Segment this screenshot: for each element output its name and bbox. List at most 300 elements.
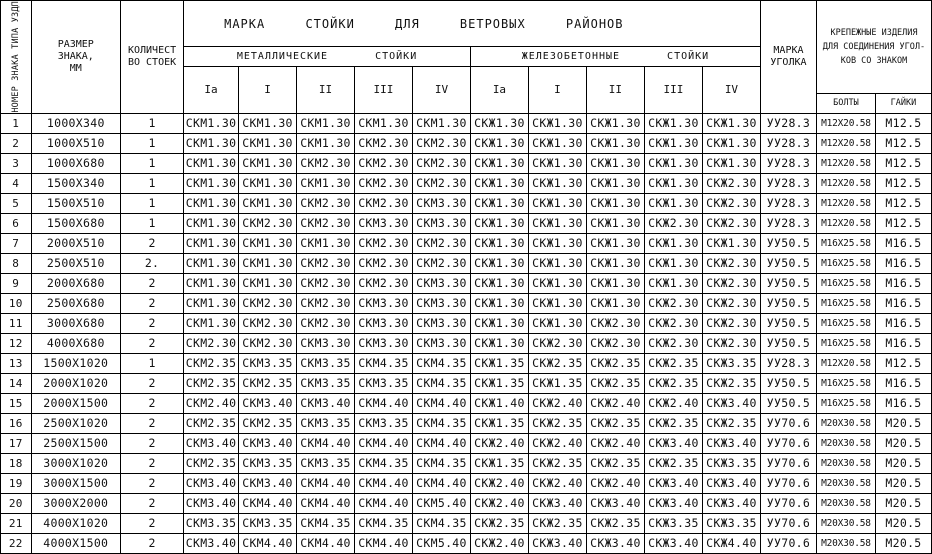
concrete-stand-cell: СКЖ2.30 bbox=[702, 293, 760, 313]
metal-stand-cell: СКМ3.40 bbox=[184, 493, 239, 513]
concrete-stand-cell: СКЖ1.30 bbox=[528, 313, 586, 333]
table-row bbox=[1, 493, 932, 513]
metal-stand-cell: СКМ2.30 bbox=[412, 133, 470, 153]
count-cell: 2 bbox=[121, 333, 184, 353]
concrete-stand-cell: СКЖ2.35 bbox=[702, 373, 760, 393]
concrete-stand-cell: СКЖ3.40 bbox=[528, 533, 586, 553]
angle-mark-cell: УУ70.6 bbox=[760, 413, 816, 433]
region-header-metal: III bbox=[354, 67, 412, 114]
concrete-stand-cell: СКЖ2.35 bbox=[586, 373, 644, 393]
count-cell: 2 bbox=[121, 373, 184, 393]
bolt-cell: М16Х25.58 bbox=[816, 233, 875, 253]
concrete-stand-cell: СКЖ1.30 bbox=[528, 193, 586, 213]
count-cell: 2 bbox=[121, 233, 184, 253]
angle-mark-cell: УУ70.6 bbox=[760, 493, 816, 513]
metal-stand-cell: СКМ4.35 bbox=[412, 513, 470, 533]
metal-stand-cell: СКМ2.30 bbox=[297, 273, 355, 293]
col-header-type-number-label: НОМЕР ЗНАКА ТИПА УЗДП bbox=[10, 1, 21, 113]
col-header-fasteners bbox=[816, 1, 931, 94]
size-cell: 3000X2000 bbox=[31, 493, 121, 513]
concrete-stand-cell: СКЖ2.35 bbox=[586, 513, 644, 533]
metal-stand-cell: СКМ2.30 bbox=[354, 153, 412, 173]
concrete-stand-cell: СКЖ2.40 bbox=[644, 393, 702, 413]
concrete-stand-cell: СКЖ1.30 bbox=[470, 193, 528, 213]
nut-cell: М12.5 bbox=[875, 353, 931, 373]
concrete-stand-cell: СКЖ1.30 bbox=[528, 253, 586, 273]
metal-stand-cell: СКМ4.40 bbox=[297, 433, 355, 453]
metal-stand-cell: СКМ4.40 bbox=[412, 393, 470, 413]
region-header-metal: II bbox=[297, 67, 355, 114]
concrete-stand-cell: СКЖ1.30 bbox=[470, 313, 528, 333]
type-number-cell: 12 bbox=[1, 333, 32, 353]
metal-stand-cell: СКМ2.30 bbox=[239, 213, 297, 233]
count-cell: 1 bbox=[121, 113, 184, 133]
type-number-cell: 10 bbox=[1, 293, 32, 313]
type-number-cell: 1 bbox=[1, 113, 32, 133]
metal-stand-cell: СКМ3.35 bbox=[297, 373, 355, 393]
metal-stand-cell: СКМ3.35 bbox=[354, 413, 412, 433]
col-header-size-line3: ММ bbox=[69, 62, 82, 74]
col-header-metal: МЕТАЛЛИЧЕСКИЕ СТОЙКИ bbox=[184, 47, 471, 67]
concrete-stand-cell: СКЖ1.30 bbox=[528, 213, 586, 233]
concrete-stand-cell: СКЖ2.40 bbox=[470, 493, 528, 513]
count-cell: 2 bbox=[121, 393, 184, 413]
angle-mark-cell: УУ50.5 bbox=[760, 313, 816, 333]
metal-stand-cell: СКМ1.30 bbox=[184, 113, 239, 133]
concrete-stand-cell: СКЖ1.30 bbox=[528, 293, 586, 313]
metal-stand-cell: СКМ1.30 bbox=[184, 253, 239, 273]
metal-stand-cell: СКМ2.30 bbox=[354, 193, 412, 213]
col-header-stand-mark: МАРКА СТОЙКИ ДЛЯ ВЕТРОВЫХ РАЙОНОВ bbox=[184, 1, 761, 47]
count-cell: 2 bbox=[121, 293, 184, 313]
concrete-stand-cell: СКЖ3.40 bbox=[528, 493, 586, 513]
bolt-cell: М12Х20.58 bbox=[816, 113, 875, 133]
nut-cell: М12.5 bbox=[875, 173, 931, 193]
concrete-stand-cell: СКЖ2.35 bbox=[586, 353, 644, 373]
angle-mark-cell: УУ28.3 bbox=[760, 213, 816, 233]
concrete-stand-cell: СКЖ2.40 bbox=[470, 433, 528, 453]
metal-stand-cell: СКМ2.35 bbox=[239, 373, 297, 393]
metal-stand-cell: СКМ1.30 bbox=[239, 273, 297, 293]
angle-mark-cell: УУ28.3 bbox=[760, 353, 816, 373]
concrete-stand-cell: СКЖ4.40 bbox=[702, 533, 760, 553]
count-cell: 1 bbox=[121, 173, 184, 193]
concrete-stand-cell: СКЖ1.30 bbox=[470, 133, 528, 153]
nut-cell: М12.5 bbox=[875, 193, 931, 213]
metal-stand-cell: СКМ1.30 bbox=[239, 113, 297, 133]
metal-stand-cell: СКМ2.30 bbox=[412, 253, 470, 273]
concrete-stand-cell: СКЖ1.35 bbox=[470, 353, 528, 373]
type-number-cell: 20 bbox=[1, 493, 32, 513]
bolt-cell: М12Х20.58 bbox=[816, 173, 875, 193]
metal-stand-cell: СКМ2.30 bbox=[239, 293, 297, 313]
metal-stand-cell: СКМ3.40 bbox=[184, 473, 239, 493]
concrete-stand-cell: СКЖ2.30 bbox=[644, 213, 702, 233]
count-cell: 1 bbox=[121, 153, 184, 173]
concrete-stand-cell: СКЖ2.40 bbox=[528, 473, 586, 493]
concrete-stand-cell: СКЖ1.30 bbox=[470, 173, 528, 193]
metal-stand-cell: СКМ1.30 bbox=[184, 313, 239, 333]
concrete-stand-cell: СКЖ1.30 bbox=[586, 253, 644, 273]
angle-mark-cell: УУ50.5 bbox=[760, 273, 816, 293]
metal-stand-cell: СКМ2.30 bbox=[239, 313, 297, 333]
bolt-cell: М16Х25.58 bbox=[816, 253, 875, 273]
concrete-stand-cell: СКЖ1.30 bbox=[586, 173, 644, 193]
concrete-stand-cell: СКЖ1.30 bbox=[470, 213, 528, 233]
metal-stand-cell: СКМ3.30 bbox=[297, 333, 355, 353]
size-cell: 2000X1020 bbox=[31, 373, 121, 393]
metal-stand-cell: СКМ3.30 bbox=[412, 333, 470, 353]
count-cell: 2 bbox=[121, 533, 184, 553]
concrete-stand-cell: СКЖ1.30 bbox=[528, 173, 586, 193]
col-header-size bbox=[31, 1, 121, 114]
region-header-concrete: III bbox=[644, 67, 702, 114]
concrete-stand-cell: СКЖ1.30 bbox=[586, 193, 644, 213]
concrete-stand-cell: СКЖ2.35 bbox=[528, 353, 586, 373]
type-number-cell: 14 bbox=[1, 373, 32, 393]
count-cell: 2 bbox=[121, 433, 184, 453]
metal-stand-cell: СКМ2.30 bbox=[297, 253, 355, 273]
concrete-stand-cell: СКЖ1.30 bbox=[644, 273, 702, 293]
metal-stand-cell: СКМ3.35 bbox=[239, 353, 297, 373]
concrete-stand-cell: СКЖ2.30 bbox=[644, 293, 702, 313]
metal-stand-cell: СКМ3.30 bbox=[354, 293, 412, 313]
type-number-cell: 4 bbox=[1, 173, 32, 193]
metal-stand-cell: СКМ3.40 bbox=[297, 393, 355, 413]
metal-stand-cell: СКМ4.40 bbox=[354, 473, 412, 493]
type-number-cell: 13 bbox=[1, 353, 32, 373]
nut-cell: М16.5 bbox=[875, 333, 931, 353]
angle-mark-cell: УУ70.6 bbox=[760, 453, 816, 473]
size-cell: 2000X1500 bbox=[31, 393, 121, 413]
concrete-stand-cell: СКЖ2.30 bbox=[702, 213, 760, 233]
metal-stand-cell: СКМ1.30 bbox=[184, 173, 239, 193]
col-header-fasteners-line1: КРЕПЕЖНЫЕ ИЗДЕЛИЯ bbox=[830, 27, 918, 38]
concrete-stand-cell: СКЖ1.30 bbox=[470, 273, 528, 293]
concrete-stand-cell: СКЖ3.40 bbox=[702, 473, 760, 493]
region-header-concrete: II bbox=[586, 67, 644, 114]
count-cell: 2 bbox=[121, 473, 184, 493]
concrete-stand-cell: СКЖ2.40 bbox=[586, 393, 644, 413]
table-row bbox=[1, 213, 932, 233]
table-row bbox=[1, 533, 932, 553]
concrete-stand-cell: СКЖ2.30 bbox=[702, 193, 760, 213]
metal-stand-cell: СКМ1.30 bbox=[184, 153, 239, 173]
size-cell: 2500X680 bbox=[31, 293, 121, 313]
region-header-metal: IV bbox=[412, 67, 470, 114]
type-number-cell: 8 bbox=[1, 253, 32, 273]
nut-cell: М16.5 bbox=[875, 273, 931, 293]
metal-stand-cell: СКМ3.35 bbox=[297, 353, 355, 373]
metal-stand-cell: СКМ2.30 bbox=[412, 153, 470, 173]
size-cell: 4000X1020 bbox=[31, 513, 121, 533]
metal-stand-cell: СКМ3.40 bbox=[239, 473, 297, 493]
count-cell: 1 bbox=[121, 353, 184, 373]
metal-stand-cell: СКМ4.40 bbox=[354, 393, 412, 413]
metal-stand-cell: СКМ2.35 bbox=[184, 453, 239, 473]
col-header-size-line2: ЗНАКА, bbox=[57, 50, 94, 62]
concrete-stand-cell: СКЖ2.35 bbox=[702, 413, 760, 433]
concrete-stand-cell: СКЖ3.35 bbox=[644, 513, 702, 533]
size-cell: 2000X510 bbox=[31, 233, 121, 253]
table-row bbox=[1, 133, 932, 153]
metal-stand-cell: СКМ2.30 bbox=[412, 173, 470, 193]
angle-mark-cell: УУ28.3 bbox=[760, 173, 816, 193]
metal-stand-cell: СКМ2.30 bbox=[354, 233, 412, 253]
concrete-stand-cell: СКЖ1.30 bbox=[586, 113, 644, 133]
metal-stand-cell: СКМ4.40 bbox=[297, 493, 355, 513]
metal-stand-cell: СКМ2.30 bbox=[297, 153, 355, 173]
concrete-stand-cell: СКЖ1.35 bbox=[470, 413, 528, 433]
concrete-stand-cell: СКЖ3.40 bbox=[702, 433, 760, 453]
concrete-stand-cell: СКЖ1.30 bbox=[644, 113, 702, 133]
angle-mark-cell: УУ50.5 bbox=[760, 233, 816, 253]
size-cell: 1000X510 bbox=[31, 133, 121, 153]
concrete-stand-cell: СКЖ2.40 bbox=[470, 473, 528, 493]
col-header-concrete: ЖЕЛЕЗОБЕТОННЫЕ СТОЙКИ bbox=[470, 47, 760, 67]
type-number-cell: 22 bbox=[1, 533, 32, 553]
concrete-stand-cell: СКЖ1.30 bbox=[702, 233, 760, 253]
metal-stand-cell: СКМ1.30 bbox=[239, 153, 297, 173]
concrete-stand-cell: СКЖ1.30 bbox=[586, 273, 644, 293]
concrete-stand-cell: СКЖ1.30 bbox=[470, 293, 528, 313]
nut-cell: М20.5 bbox=[875, 413, 931, 433]
concrete-stand-cell: СКЖ2.30 bbox=[644, 313, 702, 333]
table-row bbox=[1, 153, 932, 173]
metal-stand-cell: СКМ5.40 bbox=[412, 533, 470, 553]
metal-stand-cell: СКМ3.30 bbox=[412, 193, 470, 213]
bolt-cell: М12Х20.58 bbox=[816, 153, 875, 173]
concrete-stand-cell: СКЖ2.30 bbox=[586, 313, 644, 333]
concrete-stand-cell: СКЖ1.30 bbox=[644, 153, 702, 173]
concrete-stand-cell: СКЖ2.35 bbox=[528, 413, 586, 433]
metal-stand-cell: СКМ3.30 bbox=[412, 313, 470, 333]
metal-stand-cell: СКМ3.35 bbox=[184, 513, 239, 533]
metal-stand-cell: СКМ2.30 bbox=[297, 213, 355, 233]
metal-stand-cell: СКМ2.30 bbox=[239, 333, 297, 353]
angle-mark-cell: УУ50.5 bbox=[760, 393, 816, 413]
bolt-cell: М16Х25.58 bbox=[816, 373, 875, 393]
col-header-angle-mark bbox=[760, 1, 816, 114]
metal-stand-cell: СКМ4.40 bbox=[354, 433, 412, 453]
nut-cell: М20.5 bbox=[875, 433, 931, 453]
concrete-stand-cell: СКЖ1.35 bbox=[470, 373, 528, 393]
size-cell: 2000X680 bbox=[31, 273, 121, 293]
bolt-cell: М20Х30.58 bbox=[816, 513, 875, 533]
size-cell: 3000X1020 bbox=[31, 453, 121, 473]
metal-stand-cell: СКМ4.35 bbox=[354, 453, 412, 473]
count-cell: 2 bbox=[121, 493, 184, 513]
angle-mark-cell: УУ50.5 bbox=[760, 373, 816, 393]
metal-stand-cell: СКМ3.35 bbox=[239, 453, 297, 473]
col-header-fasteners-line3: КОВ СО ЗНАКОМ bbox=[840, 55, 908, 66]
concrete-stand-cell: СКЖ2.35 bbox=[470, 513, 528, 533]
table-row bbox=[1, 433, 932, 453]
metal-stand-cell: СКМ4.35 bbox=[354, 513, 412, 533]
count-cell: 2 bbox=[121, 313, 184, 333]
table-row bbox=[1, 233, 932, 253]
nut-cell: М20.5 bbox=[875, 493, 931, 513]
type-number-cell: 11 bbox=[1, 313, 32, 333]
metal-stand-cell: СКМ2.30 bbox=[297, 193, 355, 213]
metal-stand-cell: СКМ1.30 bbox=[184, 293, 239, 313]
concrete-stand-cell: СКЖ1.30 bbox=[528, 113, 586, 133]
size-cell: 2500X510 bbox=[31, 253, 121, 273]
concrete-stand-cell: СКЖ1.30 bbox=[702, 153, 760, 173]
concrete-stand-cell: СКЖ1.30 bbox=[586, 153, 644, 173]
metal-stand-cell: СКМ3.30 bbox=[354, 313, 412, 333]
count-cell: 2 bbox=[121, 453, 184, 473]
type-number-cell: 18 bbox=[1, 453, 32, 473]
concrete-stand-cell: СКЖ2.30 bbox=[702, 333, 760, 353]
count-cell: 1 bbox=[121, 133, 184, 153]
col-header-angle-mark-line2: УГОЛКА bbox=[770, 56, 807, 68]
concrete-stand-cell: СКЖ1.30 bbox=[702, 133, 760, 153]
region-header-concrete: Iа bbox=[470, 67, 528, 114]
nut-cell: М16.5 bbox=[875, 373, 931, 393]
concrete-stand-cell: СКЖ1.30 bbox=[644, 233, 702, 253]
concrete-stand-cell: СКЖ1.30 bbox=[528, 133, 586, 153]
metal-stand-cell: СКМ4.35 bbox=[412, 373, 470, 393]
metal-stand-cell: СКМ2.40 bbox=[184, 393, 239, 413]
nut-cell: М16.5 bbox=[875, 253, 931, 273]
metal-stand-cell: СКМ2.30 bbox=[354, 133, 412, 153]
nut-cell: М20.5 bbox=[875, 453, 931, 473]
nut-cell: М12.5 bbox=[875, 113, 931, 133]
angle-mark-cell: УУ28.3 bbox=[760, 153, 816, 173]
concrete-stand-cell: СКЖ1.30 bbox=[470, 253, 528, 273]
size-cell: 3000X680 bbox=[31, 313, 121, 333]
col-header-size-line1: РАЗМЕР bbox=[57, 38, 94, 50]
table-row bbox=[1, 273, 932, 293]
metal-stand-cell: СКМ1.30 bbox=[239, 173, 297, 193]
concrete-stand-cell: СКЖ1.30 bbox=[586, 133, 644, 153]
size-cell: 1500X510 bbox=[31, 193, 121, 213]
angle-mark-cell: УУ50.5 bbox=[760, 253, 816, 273]
angle-mark-cell: УУ28.3 bbox=[760, 113, 816, 133]
metal-stand-cell: СКМ3.35 bbox=[239, 513, 297, 533]
metal-stand-cell: СКМ4.35 bbox=[412, 413, 470, 433]
concrete-stand-cell: СКЖ3.40 bbox=[586, 493, 644, 513]
type-number-cell: 6 bbox=[1, 213, 32, 233]
angle-mark-cell: УУ70.6 bbox=[760, 533, 816, 553]
concrete-stand-cell: СКЖ2.40 bbox=[586, 433, 644, 453]
size-cell: 1500X1020 bbox=[31, 353, 121, 373]
metal-stand-cell: СКМ2.30 bbox=[412, 233, 470, 253]
count-cell: 1 bbox=[121, 213, 184, 233]
count-cell: 2 bbox=[121, 413, 184, 433]
metal-stand-cell: СКМ4.40 bbox=[239, 533, 297, 553]
metal-stand-cell: СКМ3.40 bbox=[184, 533, 239, 553]
metal-stand-cell: СКМ1.30 bbox=[412, 113, 470, 133]
concrete-stand-cell: СКЖ1.30 bbox=[586, 233, 644, 253]
table-row bbox=[1, 293, 932, 313]
angle-mark-cell: УУ70.6 bbox=[760, 473, 816, 493]
concrete-stand-cell: СКЖ3.35 bbox=[702, 353, 760, 373]
metal-stand-cell: СКМ1.30 bbox=[184, 193, 239, 213]
nut-cell: М12.5 bbox=[875, 213, 931, 233]
bolt-cell: М16Х25.58 bbox=[816, 393, 875, 413]
nut-cell: М20.5 bbox=[875, 513, 931, 533]
bolt-cell: М20Х30.58 bbox=[816, 453, 875, 473]
concrete-stand-cell: СКЖ3.35 bbox=[702, 513, 760, 533]
metal-stand-cell: СКМ4.35 bbox=[412, 353, 470, 373]
metal-stand-cell: СКМ4.40 bbox=[412, 433, 470, 453]
col-header-fasteners-line2: ДЛЯ СОЕДИНЕНИЯ УГОЛ- bbox=[822, 41, 926, 52]
metal-stand-cell: СКМ4.35 bbox=[412, 453, 470, 473]
concrete-stand-cell: СКЖ2.30 bbox=[702, 173, 760, 193]
type-number-cell: 21 bbox=[1, 513, 32, 533]
metal-stand-cell: СКМ2.35 bbox=[184, 353, 239, 373]
bolt-cell: М16Х25.58 bbox=[816, 273, 875, 293]
bolt-cell: М12Х20.58 bbox=[816, 213, 875, 233]
region-header-concrete: IV bbox=[702, 67, 760, 114]
size-cell: 2500X1020 bbox=[31, 413, 121, 433]
type-number-cell: 2 bbox=[1, 133, 32, 153]
concrete-stand-cell: СКЖ2.30 bbox=[528, 333, 586, 353]
metal-stand-cell: СКМ1.30 bbox=[239, 253, 297, 273]
metal-stand-cell: СКМ4.40 bbox=[354, 493, 412, 513]
concrete-stand-cell: СКЖ1.30 bbox=[644, 193, 702, 213]
concrete-stand-cell: СКЖ1.30 bbox=[586, 213, 644, 233]
metal-stand-cell: СКМ1.30 bbox=[297, 173, 355, 193]
metal-stand-cell: СКМ3.35 bbox=[354, 373, 412, 393]
type-number-cell: 15 bbox=[1, 393, 32, 413]
concrete-stand-cell: СКЖ3.40 bbox=[644, 493, 702, 513]
concrete-stand-cell: СКЖ1.30 bbox=[644, 253, 702, 273]
table-row bbox=[1, 353, 932, 373]
nut-cell: М16.5 bbox=[875, 393, 931, 413]
concrete-stand-cell: СКЖ2.40 bbox=[528, 433, 586, 453]
metal-stand-cell: СКМ2.30 bbox=[354, 253, 412, 273]
table-row bbox=[1, 373, 932, 393]
table-row bbox=[1, 513, 932, 533]
metal-stand-cell: СКМ2.30 bbox=[354, 273, 412, 293]
table-row bbox=[1, 413, 932, 433]
metal-stand-cell: СКМ1.30 bbox=[184, 273, 239, 293]
metal-stand-cell: СКМ3.30 bbox=[412, 293, 470, 313]
size-cell: 1000X680 bbox=[31, 153, 121, 173]
concrete-stand-cell: СКЖ3.40 bbox=[586, 533, 644, 553]
concrete-stand-cell: СКЖ1.30 bbox=[470, 153, 528, 173]
metal-stand-cell: СКМ3.35 bbox=[297, 413, 355, 433]
concrete-stand-cell: СКЖ1.30 bbox=[470, 233, 528, 253]
region-header-metal: Iа bbox=[184, 67, 239, 114]
concrete-stand-cell: СКЖ1.30 bbox=[586, 293, 644, 313]
concrete-stand-cell: СКЖ2.35 bbox=[586, 413, 644, 433]
type-number-cell: 19 bbox=[1, 473, 32, 493]
concrete-stand-cell: СКЖ2.40 bbox=[586, 473, 644, 493]
metal-stand-cell: СКМ1.30 bbox=[297, 133, 355, 153]
metal-stand-cell: СКМ2.35 bbox=[239, 413, 297, 433]
nut-cell: М16.5 bbox=[875, 293, 931, 313]
table-row bbox=[1, 113, 932, 133]
metal-stand-cell: СКМ3.30 bbox=[354, 213, 412, 233]
metal-stand-cell: СКМ4.40 bbox=[297, 533, 355, 553]
type-number-cell: 9 bbox=[1, 273, 32, 293]
concrete-stand-cell: СКЖ2.30 bbox=[644, 333, 702, 353]
type-number-cell: 5 bbox=[1, 193, 32, 213]
bolt-cell: М20Х30.58 bbox=[816, 493, 875, 513]
metal-stand-cell: СКМ1.30 bbox=[184, 233, 239, 253]
metal-stand-cell: СКМ4.35 bbox=[354, 353, 412, 373]
size-cell: 2500X1500 bbox=[31, 433, 121, 453]
concrete-stand-cell: СКЖ2.35 bbox=[528, 513, 586, 533]
col-header-nuts: ГАЙКИ bbox=[875, 93, 931, 113]
concrete-stand-cell: СКЖ3.40 bbox=[644, 473, 702, 493]
col-header-angle-mark-line1: МАРКА bbox=[773, 44, 804, 56]
nut-cell: М12.5 bbox=[875, 153, 931, 173]
